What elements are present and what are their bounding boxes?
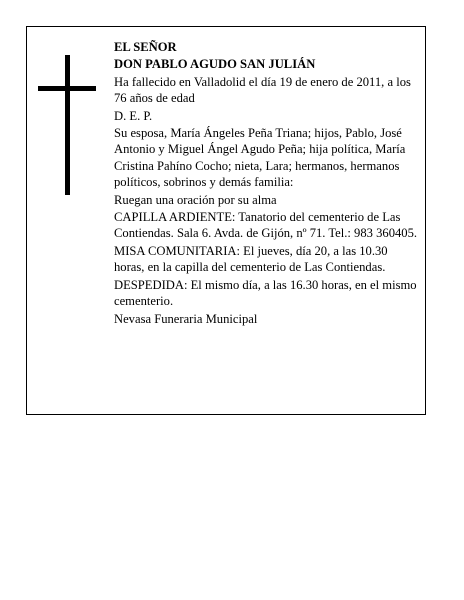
prayer-request: Ruegan una oración por su alma [114,192,277,207]
family-list: Su esposa, María Ángeles Peña Triana; hijos, Pablo, José Antonio y Miguel Ángel Agudo Peña; hija política, María Cristina Pahíno Cocho; nieta, Lara; hermanos, hermanos políticos, sobrinos y demás familia: [114,126,406,190]
cross-icon [65,55,70,195]
rip-line: D. E. P. [114,108,153,123]
misa-comunitaria: MISA COMUNITARIA: El jueves, día 20, a las 10.30 horas, en la capilla del cementerio de Las Contiendas. [114,243,388,275]
notice-text [114,39,420,328]
cross-icon-bar [38,86,96,91]
death-info: Ha fallecido en Valladolid el día 19 de enero de 2011, a los 76 años de edad [114,74,411,106]
header-line-1: EL SEÑOR [114,40,177,54]
capilla-ardiente: CAPILLA ARDIENTE: Tanatorio del cementerio de Las Contiendas. Sala 6. Avda. de Gijón, nº 71. Tel.: 983 360405. [114,210,418,241]
funeral-home: Nevasa Funeraria Municipal [114,311,258,326]
deceased-name: DON PABLO AGUDO SAN JULIÁN [114,57,316,72]
despedida: DESPEDIDA: El mismo día, a las 16.30 horas, en el mismo cementerio. [114,277,417,309]
